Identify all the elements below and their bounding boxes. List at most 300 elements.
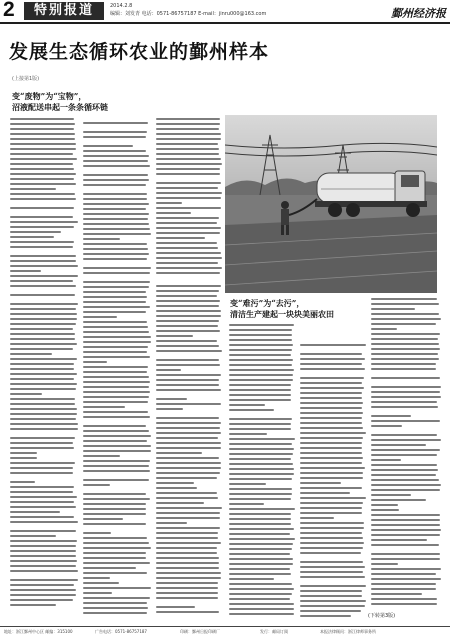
text-line [300, 402, 363, 404]
text-line [83, 258, 147, 260]
text-line [10, 496, 77, 498]
text-line [156, 542, 221, 544]
text-line [10, 308, 76, 310]
text-line [156, 487, 197, 489]
text-line [156, 325, 218, 327]
text-line [156, 227, 221, 229]
text-line [371, 568, 441, 570]
text-line [300, 487, 362, 489]
text-line [156, 187, 218, 189]
text-line [156, 182, 221, 184]
text-line [83, 203, 149, 205]
text-line [300, 576, 365, 578]
text-line [83, 165, 150, 167]
text-line [156, 597, 218, 599]
text-line [156, 192, 222, 194]
text-line [10, 183, 76, 185]
text-line [156, 572, 221, 574]
text-line [156, 442, 221, 444]
text-line [229, 423, 291, 425]
text-line [156, 350, 222, 352]
text-line [300, 492, 350, 494]
text-line [10, 423, 78, 425]
text-line [229, 364, 292, 366]
text-line [156, 285, 221, 287]
text-line [371, 415, 411, 417]
text-line [10, 555, 76, 557]
text-line [156, 173, 220, 175]
text-line [156, 467, 221, 469]
text-line [10, 437, 75, 439]
text-line [229, 339, 292, 341]
text-line [156, 138, 221, 140]
editor-contact-line: 编辑：刘发青 电话：0571-86757187 E-mail：jinru000@163.com [110, 11, 267, 17]
text-line [229, 369, 294, 371]
text-line [300, 377, 364, 379]
text-line [10, 594, 76, 596]
text-line [300, 417, 362, 419]
text-line [371, 539, 427, 541]
text-line [83, 513, 146, 515]
text-line [300, 552, 361, 554]
text-line [300, 605, 365, 607]
text-line [156, 252, 221, 254]
text-line [83, 518, 123, 520]
text-line [229, 344, 293, 346]
text-line [10, 599, 73, 601]
text-line [83, 267, 151, 269]
text-line [10, 378, 74, 380]
text-line [371, 377, 440, 379]
text-line [371, 459, 401, 461]
text-line [371, 439, 441, 441]
text-line [156, 477, 217, 479]
text-line [156, 492, 217, 494]
text-line [229, 389, 291, 391]
text-line [229, 533, 290, 535]
subhead-2-line-2: 清洁生产建起一块块美丽农田 [230, 309, 334, 319]
text-line [371, 391, 440, 393]
text-line [156, 330, 220, 332]
text-line [371, 553, 440, 555]
text-line [83, 411, 148, 413]
text-line [156, 232, 220, 234]
text-line [10, 303, 78, 305]
text-line [10, 550, 76, 552]
text-line [300, 547, 363, 549]
text-line [300, 353, 362, 355]
text-line [300, 527, 364, 529]
text-line [371, 308, 415, 310]
text-line [83, 592, 112, 594]
text-line [10, 565, 76, 567]
text-line [156, 128, 219, 130]
text-line [229, 438, 295, 440]
text-line [83, 218, 148, 220]
footer-address: 地址：浙江鄞州中心区 邮编：315100 [4, 629, 73, 634]
text-line [371, 489, 440, 491]
text-line [300, 427, 363, 429]
text-line [83, 523, 146, 525]
text-line [156, 512, 220, 514]
text-line [229, 528, 294, 530]
text-line [156, 148, 219, 150]
text-line [371, 333, 440, 335]
text-line [156, 143, 218, 145]
text-line [156, 374, 221, 376]
text-line [371, 368, 436, 370]
text-line [229, 593, 292, 595]
text-line [10, 413, 77, 415]
text-line [300, 615, 351, 617]
text-line [10, 275, 78, 277]
text-line [10, 246, 73, 248]
text-line [83, 356, 150, 358]
text-line [371, 343, 439, 345]
text-line [156, 522, 187, 524]
text-line [83, 281, 150, 283]
text-line [83, 597, 150, 599]
text-line [156, 262, 218, 264]
text-line [10, 428, 78, 430]
text-line [300, 585, 366, 587]
text-line [156, 497, 218, 499]
text-line [83, 346, 148, 348]
text-line [83, 321, 147, 323]
text-line [83, 582, 119, 584]
body-column-5 [300, 324, 366, 620]
article-photo [225, 115, 437, 293]
text-line [156, 502, 204, 504]
text-line [371, 434, 437, 436]
text-line [83, 537, 147, 539]
text-line [300, 595, 362, 597]
text-line [229, 573, 291, 575]
text-line [371, 464, 437, 466]
text-line [229, 543, 293, 545]
text-line [371, 358, 439, 360]
text-line [10, 540, 77, 542]
text-line [300, 442, 362, 444]
text-line [229, 578, 274, 580]
text-line [10, 294, 75, 296]
text-line [371, 509, 399, 511]
text-line [300, 590, 362, 592]
text-line [229, 498, 291, 500]
text-line [156, 300, 220, 302]
text-line [371, 514, 440, 516]
continued-note: (下转第3版) [368, 613, 396, 619]
text-line [229, 588, 294, 590]
text-line [371, 563, 398, 565]
text-line [300, 610, 361, 612]
text-line [229, 523, 291, 525]
text-line [10, 143, 76, 145]
text-line [10, 368, 74, 370]
text-line [83, 311, 146, 313]
text-line [371, 519, 440, 521]
text-line [156, 197, 221, 199]
text-line [300, 422, 362, 424]
text-line [156, 427, 220, 429]
text-line [10, 467, 73, 469]
footer-printer: 印刷：鄞州日报印刷厂 [180, 629, 220, 634]
text-line [371, 484, 441, 486]
text-line [229, 598, 290, 600]
text-line [156, 408, 183, 410]
text-line [10, 579, 78, 581]
text-line [229, 473, 294, 475]
subhead-2-line-1: 变“难污”为“去污”， [230, 298, 305, 308]
text-line [83, 238, 120, 240]
text-line [371, 454, 437, 456]
text-line [10, 265, 78, 267]
text-line [156, 384, 219, 386]
text-line [156, 153, 219, 155]
text-line [229, 448, 294, 450]
text-line [371, 449, 440, 451]
text-line [83, 160, 148, 162]
text-line [300, 387, 364, 389]
text-line [371, 593, 422, 595]
text-line [229, 553, 290, 555]
tanker-truck-photo [225, 115, 437, 293]
text-line [156, 452, 202, 454]
text-line [83, 331, 149, 333]
text-line [156, 557, 219, 559]
text-line [371, 583, 436, 585]
text-line [83, 493, 146, 495]
text-line [156, 237, 205, 239]
text-line [156, 532, 218, 534]
text-line [156, 379, 219, 381]
text-line [83, 435, 151, 437]
text-line [10, 123, 75, 125]
text-line [300, 497, 366, 499]
text-line [10, 285, 76, 287]
text-line [156, 158, 221, 160]
text-line [371, 534, 440, 536]
text-line [156, 547, 217, 549]
text-line [10, 173, 76, 175]
text-line [83, 425, 146, 427]
text-line [300, 437, 363, 439]
text-line [83, 470, 150, 472]
text-line [10, 418, 76, 420]
issue-date: 2014.2.8 [110, 3, 133, 9]
text-line [156, 118, 220, 120]
text-line [371, 474, 436, 476]
text-line [83, 174, 148, 176]
subhead-1-line-2: 沼液配送串起一条条循环链 [12, 102, 108, 112]
text-line [83, 450, 151, 452]
text-line [10, 255, 76, 257]
text-line [83, 145, 133, 147]
text-line [156, 320, 219, 322]
text-line [300, 397, 362, 399]
text-line [300, 432, 366, 434]
text-line [10, 241, 74, 243]
text-line [83, 198, 147, 200]
text-line [371, 479, 439, 481]
text-line [371, 494, 411, 496]
text-line [156, 163, 222, 165]
text-line [83, 286, 149, 288]
text-line [156, 202, 182, 204]
text-line [156, 507, 222, 509]
text-line [83, 484, 110, 486]
text-line [10, 584, 74, 586]
text-line [229, 513, 291, 515]
text-line [156, 389, 221, 391]
text-line [83, 562, 150, 564]
section-label: 特别报道 [24, 2, 104, 20]
text-line [10, 343, 77, 345]
text-line [156, 257, 222, 259]
text-line [10, 353, 52, 355]
text-line [83, 306, 150, 308]
text-line [10, 193, 75, 195]
text-line [371, 499, 426, 501]
text-line [229, 563, 293, 565]
body-column-3 [156, 118, 222, 620]
body-column-2 [83, 118, 151, 620]
text-line [83, 376, 149, 378]
footer-distribution: 发行：邮局订阅 [260, 629, 288, 634]
text-line [156, 457, 219, 459]
body-column-1 [10, 118, 78, 620]
text-line [229, 603, 294, 605]
text-line [371, 401, 437, 403]
text-line [156, 212, 191, 214]
text-line [83, 577, 110, 579]
text-line [83, 233, 151, 235]
text-line [371, 406, 438, 408]
text-line [300, 358, 365, 360]
text-line [229, 349, 292, 351]
text-line [156, 315, 221, 317]
text-line [229, 428, 291, 430]
text-line [229, 379, 293, 381]
text-line [10, 226, 74, 228]
text-line [371, 348, 440, 350]
text-line [10, 221, 78, 223]
text-line [371, 386, 441, 388]
text-line [300, 537, 363, 539]
text-line [83, 150, 146, 152]
text-line [300, 447, 362, 449]
text-line [10, 163, 73, 165]
text-line [83, 567, 136, 569]
text-line [229, 334, 292, 336]
text-line [300, 452, 362, 454]
body-column-4 [229, 324, 295, 620]
text-line [83, 361, 107, 363]
text-line [83, 416, 150, 418]
text-line [229, 468, 294, 470]
text-line [156, 482, 194, 484]
text-line [83, 557, 146, 559]
text-line [156, 222, 217, 224]
text-line [83, 440, 147, 442]
text-line [156, 437, 218, 439]
text-line [10, 348, 73, 350]
text-line [83, 396, 149, 398]
text-line [300, 477, 363, 479]
text-line [156, 242, 217, 244]
text-line [229, 508, 295, 510]
text-line [83, 386, 149, 388]
text-line [10, 408, 77, 410]
text-line [229, 483, 266, 485]
text-line [83, 131, 147, 133]
text-line [156, 517, 220, 519]
article-title: 发展生态循环农业的鄞州样本 [9, 41, 270, 63]
text-line [10, 521, 78, 523]
text-line [156, 417, 219, 419]
text-line [229, 503, 264, 505]
text-line [300, 600, 366, 602]
text-line [156, 272, 220, 274]
page-header [0, 0, 450, 24]
text-line [10, 148, 76, 150]
text-line [156, 310, 221, 312]
text-line [10, 506, 76, 508]
text-line [83, 406, 125, 408]
text-line [83, 248, 148, 250]
text-line [83, 430, 149, 432]
text-line [371, 353, 438, 355]
text-line [10, 535, 56, 537]
text-line [10, 138, 75, 140]
text-line [371, 298, 437, 300]
text-line [156, 567, 219, 569]
text-line [10, 153, 73, 155]
text-line [156, 345, 219, 347]
page-footer [0, 626, 450, 641]
text-line [371, 469, 438, 471]
text-line [156, 447, 221, 449]
text-line [229, 329, 292, 331]
text-line [83, 465, 149, 467]
text-line [10, 491, 73, 493]
text-line [300, 507, 362, 509]
text-line [10, 383, 77, 385]
text-line [10, 318, 77, 320]
text-line [83, 381, 150, 383]
text-line [156, 369, 181, 371]
text-line [83, 208, 146, 210]
text-line [371, 603, 437, 605]
text-line [83, 460, 150, 462]
text-line [229, 394, 291, 396]
text-line [371, 396, 441, 398]
text-line [83, 243, 147, 245]
text-line [83, 326, 148, 328]
text-line [229, 404, 265, 406]
newspaper-masthead: 鄞州经济报 [391, 7, 446, 20]
text-line [83, 401, 148, 403]
text-line [10, 604, 56, 606]
text-line [229, 493, 292, 495]
text-line [156, 217, 219, 219]
text-line [83, 547, 151, 549]
text-line [229, 418, 292, 420]
text-line [10, 457, 37, 459]
text-line [371, 303, 439, 305]
text-line [300, 412, 363, 414]
text-line [156, 359, 219, 361]
